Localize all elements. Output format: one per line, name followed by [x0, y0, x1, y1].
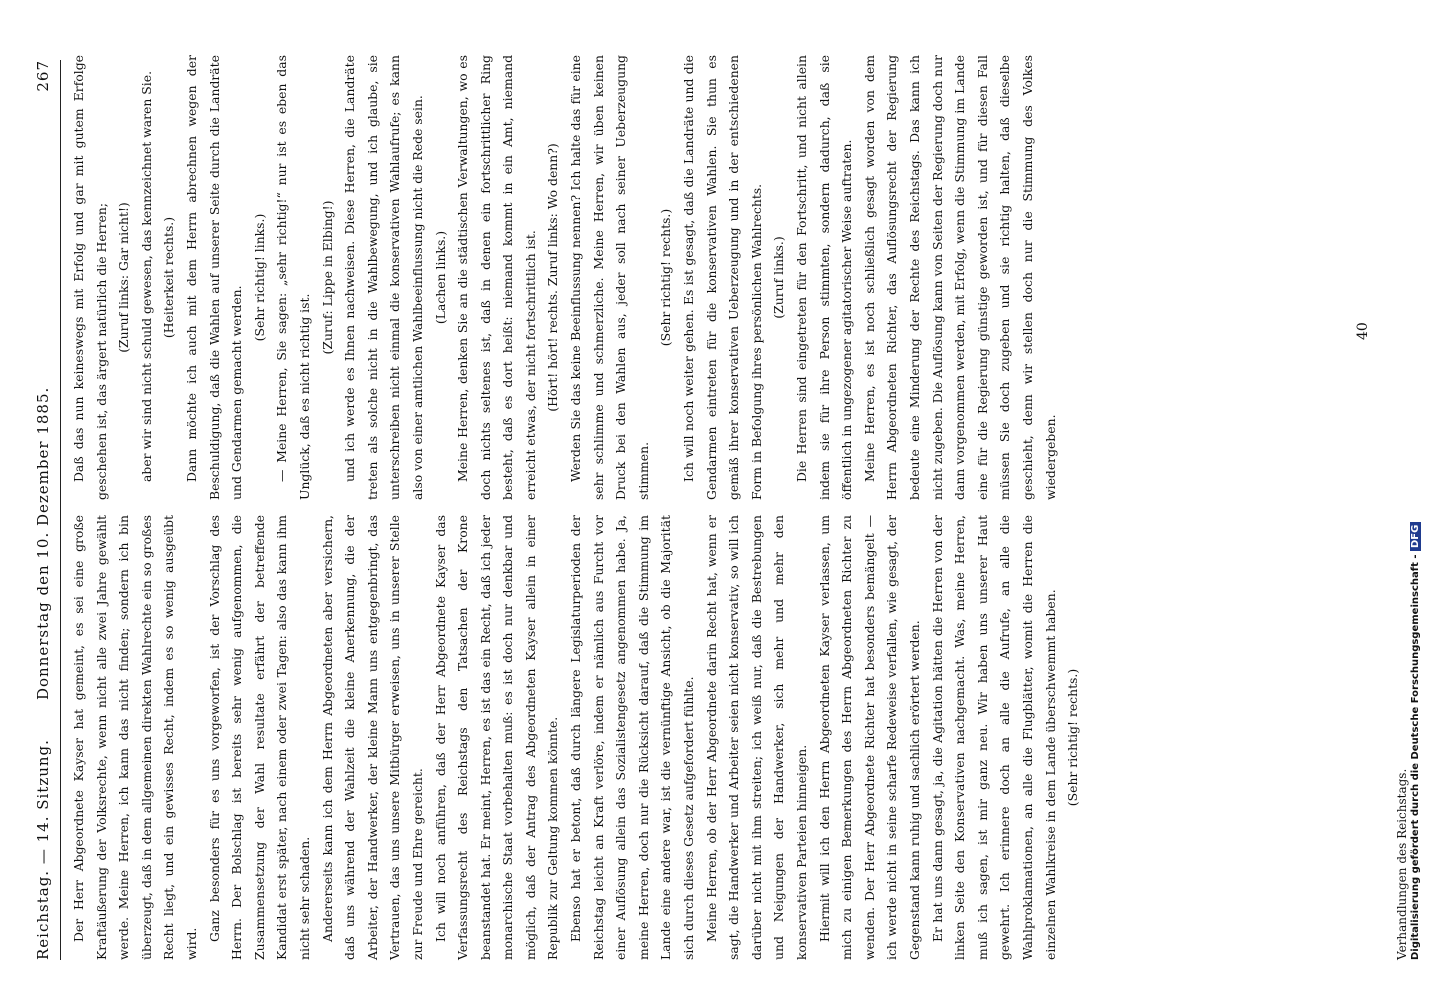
right-column-paragraph: (Zuruf links: Gar nicht!) [116, 202, 132, 353]
right-column-paragraph: (Zuruf links.) [771, 236, 787, 319]
right-column-paragraph: Werden Sie das keine Beeinflussung nennen? Ich halte das für eine sehr schlimme und schmerzliche. Meine Herren, wir üben keinen Druck bei den Wahlen aus, jeder soll nach seiner Ueberzeugung stimmen. [568, 55, 651, 500]
right-column-paragraph: (Sehr richtig! links.) [251, 213, 267, 342]
left-column-paragraph: Ebenso hat er betont, daß durch längere Legislaturperioden der Reichstag leicht an Kraft verlöre, indem er nämlich aus Furcht vor einer Auflösung allein das Sozialistengesetz angenommen habe. Ja, meine Herren, doch nur die Rücksicht darauf, daß die Stimmung im Lande eine andere war, ist die vernünftige Ansicht, ob die Majorität sich durch dieses Gesetz aufgefordert fühlte. [568, 515, 697, 960]
header-rule [60, 60, 61, 960]
right-column-paragraph: (Sehr richtig! rechts.) [658, 208, 674, 347]
right-column-paragraph: Meine Herren, denken Sie an die städtischen Verwaltungen, wo es doch nichts seltenes ist, daß in denen ein fortschrittlicher Ring besteht, daß es dort heißt: niemand kommt in ein Amt, niemand erreicht etwas, der nicht fortschrittlich ist. [455, 55, 538, 500]
left-column-paragraph: Der Herr Abgeordnete Kayser hat gemeint, es sei eine große Kraftäußerung der Volksrechte, wenn nicht alle zwei Jahre gewählt werde. Meine Herren, ich kann das nicht finden; sondern ich bin überzeugt, daß in dem allgemeinen direkten Wahlrechte ein so großes Recht liegt, und ein gewisses Recht, indem es so wenig ausgeübt wird. [71, 515, 199, 960]
right-column-paragraph: (Lachen links.) [432, 230, 448, 325]
right-column-paragraph: Daß das nun keineswegs mit Erfolg und gar mit gutem Erfolge geschehen ist, das ärgert natürlich die Herren; [71, 55, 109, 500]
left-column [68, 515, 1085, 960]
page-header [28, 60, 68, 960]
left-column-paragraph: Meine Herren, ob der Herr Abgeordnete darin Recht hat, wenn er sagt, die Handwerker und Arbeiter seien nicht konservativ, so will ich darüber nicht mit ihm streiten; ich weiß nur, daß die Bestrebungen und Neigungen der Handwerker, sich mehr und mehr den konservativen Parteien hinneigen. [703, 515, 809, 960]
stamp-text: Digitalisierung gefördert durch die Deutsche Forschungsgemeinschaft - [1410, 554, 1421, 960]
right-column [68, 55, 1062, 500]
right-column-paragraph: Dann möchte ich auch mit dem Herrn abrechnen wegen der Beschuldigung, daß die Wahlen auf unserer Seite durch die Landräte und Gendarmen gemacht werden. [183, 55, 245, 500]
signature-mark: 40 [1355, 322, 1371, 340]
left-column-paragraph: Er hat uns dann gesagt, ja, die Agitation hätten die Herren von der linken Seite den Konservativen nachgemacht. Was, meine Herren, muß ich sagen, ist mir ganz neu. Wir haben uns unserer Haut gewehrt. Ich erinnere doch an alle die Aufrufe, an alle die Wahlproklamationen, an alle die Flugblätter, womit die Herren die einzelnen Wahlkreise in dem Lande überschwemmt haben. [929, 515, 1058, 960]
page-number: 267 [34, 60, 52, 92]
digitization-stamp [1410, 522, 1421, 960]
left-column-paragraph: (Sehr richtig! rechts.) [1065, 668, 1081, 807]
right-column-paragraph: aber wir sind nicht schuld gewesen, das kennzeichnet waren Sie. [138, 70, 154, 482]
right-column-paragraph: (Hört! hört! rechts. Zuruf links: Wo denn?) [545, 143, 561, 412]
right-column-paragraph: (Zuruf: Lippe in Elbing!) [319, 200, 335, 355]
right-column-paragraph: (Heiterkeit rechts.) [161, 216, 177, 339]
right-column-paragraph: und ich werde es Ihnen nachweisen. Diese Herren, die Landräte treten als solche nicht in die Wahlbewegung, und ich glaube, sie unterschreiben nicht einmal die konservativen Wahlaufrufe; es kann also von einer amtlichen Wahlbeeinflussung nicht die Rede sein. [342, 55, 425, 500]
dfg-logo: DFG [1410, 522, 1421, 551]
footer-title: Verhandlungen des Reichstags. [1395, 768, 1409, 960]
header-date: Donnerstag den 10. Dezember 1885. [34, 386, 52, 700]
right-column-paragraph: Ich will noch weiter gehen. Es ist gesagt, daß die Landräte und die Gendarmen eintreten für die konservativen Wahlen. Sie thun es gemäß ihrer konservativen Ueberzeugung und in der entschiedenen Form in Befolgung ihres persönlichen Wahlrechts. [681, 55, 764, 500]
right-column-paragraph: Die Herren sind eingetreten für den Fortschritt, und nicht allein indem sie für ihre Person stimmten, sondern dadurch, daß sie öffentlich in ungezogener agitatorischer Weise auftraten. [794, 55, 855, 500]
left-column-paragraph: Hiermit will ich den Herrn Abgeordneten Kayser verlassen, um mich zu einigen Bemerkungen des Herrn Abgeordneten Richter zu wenden. Der Herr Abgeordnete Richter hat besonders bemängelt — ich werde nicht in seine scharfe Redeweise verfallen, wie gesagt, der Gegenstand kann ruhig und sachlich erörtert werden. [816, 515, 922, 960]
left-column-paragraph: Andererseits kann ich dem Herrn Abgeordneten aber versichern, daß uns während der Wahlzeit die kleine Anerkennung, die der Arbeiter, der Handwerker, der kleine Mann uns entgegenbringt, das Vertrauen, das uns unsere Mitbürger erweisen, uns in unserer Stelle zur Freude und Ehre gereicht. [319, 515, 425, 960]
left-column-paragraph: Ich will noch anführen, daß der Herr Abgeordnete Kayser das Verfassungsrecht des Reichstags den Tatsachen der Krone beanstandet hat. Er meint, Herren, es ist das ein Recht, daß ich jeder monarchische Staat vorbehalten muß: es ist doch nur denkbar und möglich, daß der Antrag des Abgeordneten Kayser allein in einer Republik zur Geltung kommen könnte. [432, 515, 561, 960]
right-column-paragraph: — Meine Herren, Sie sagen: „sehr richtig!“ nur ist es eben das Unglück, daß es nicht richtig ist. [274, 55, 312, 500]
header-left: Reichstag. — 14. Sitzung. [34, 739, 52, 960]
right-column-paragraph: Meine Herren, es ist noch schließlich gesagt worden von dem Herrn Abgeordneten Richter, das Auflösungsrecht der Regierung bedeute eine Minderung der Rechte des Reichstags. Das kann ich nicht zugeben. Die Auflösung kann von Seiten der Regierung doch nur dann vorgenommen werden, mit Erfolg, wenn die Stimmung im Lande eine für die Regierung günstige geworden ist, und für diesen Fall müssen Sie doch zugeben und sie richtig halten, daß dieselbe geschieht, denn wir stellen doch nur die Stimmung des Volkes wiedergeben. [861, 55, 1058, 500]
left-column-paragraph: Ganz besonders für es uns vorgeworfen, ist der Vorschlag des Herrn. Der Bolschlag ist bereits sehr wenig aufgenommen, die Zusammensetzung der Wahl resultate erfährt der betreffende Kandidat erst später, nach einem oder zwei Tagen: also das kann ihm nicht sehr schaden. [206, 515, 312, 960]
